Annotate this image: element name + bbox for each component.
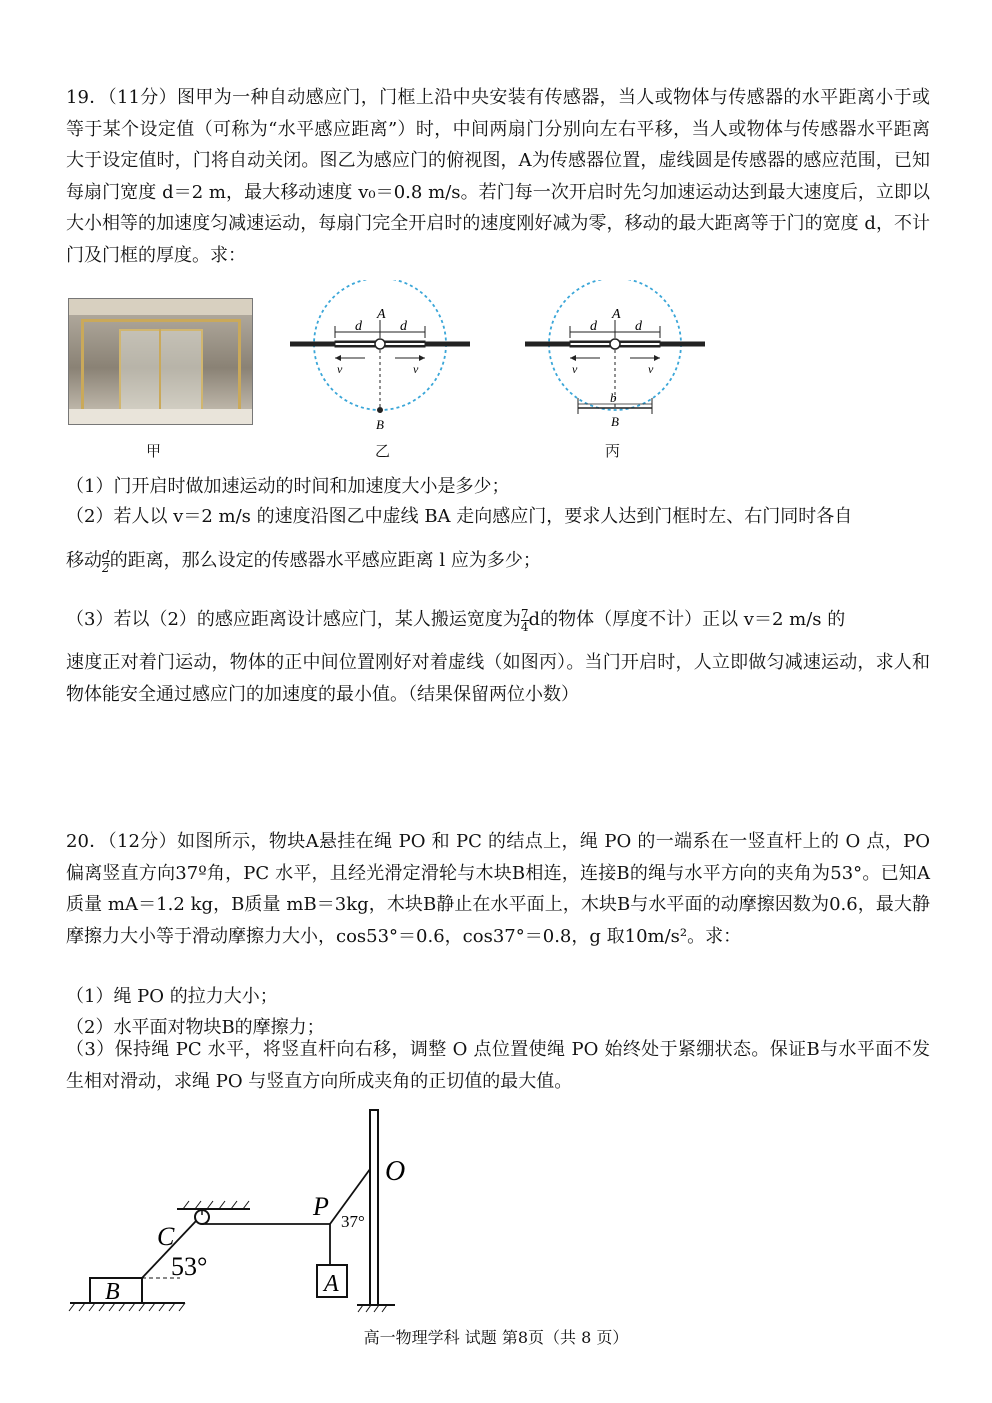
door-topview-yi bbox=[285, 280, 480, 430]
label-O: O bbox=[385, 1156, 406, 1187]
label-B: B bbox=[376, 417, 384, 430]
label-d-right-bing: d bbox=[635, 319, 642, 334]
frac-den-4: 4 bbox=[520, 619, 529, 634]
q19-sub2-pre: 移动 bbox=[66, 550, 102, 571]
label-d-right: d bbox=[400, 319, 407, 334]
fig-caption-bing: 丙 bbox=[605, 442, 621, 460]
q19-sub3-post: d的物体（厚度不计）正以 v＝2 m/s 的 bbox=[528, 609, 846, 630]
q19-sub1: （1）门开启时做加速运动的时间和加速度大小是多少； bbox=[66, 476, 510, 497]
label-A: A bbox=[377, 307, 386, 322]
label-v-left-bing: v bbox=[572, 362, 578, 376]
frac-num-7: 7 bbox=[520, 606, 529, 621]
label-B-bing: B bbox=[611, 414, 619, 429]
vertical-pole bbox=[370, 1110, 378, 1305]
q19-sub3-line2: 速度正对着门运动，物体的正中间位置刚好对着虚线（如图丙）。当门开启时，人立即做匀减速运动，求人和物体能安全通过感应门的加速度的最小值。（结果保留两位小数） bbox=[66, 652, 930, 705]
page-footer: 高一物理学科 试题 第8页（共 8 页） bbox=[363, 1328, 629, 1347]
label-d-left: d bbox=[355, 319, 362, 334]
label-v-left: v bbox=[337, 362, 343, 376]
label-C: C bbox=[157, 1222, 175, 1251]
q19-sub2-line1: （2）若人以 v＝2 m/s 的速度沿图乙中虚线 BA 走向感应门，要求人达到门框时左、右门同时各自 bbox=[66, 506, 853, 527]
label-A-q20: A bbox=[324, 1271, 339, 1297]
label-d-left-bing: d bbox=[590, 319, 597, 334]
q20-sub3: （3）保持绳 PC 水平，将竖直杆向右移，调整 O 点位置使绳 PO 始终处于紧绷状态。保证B与水平面不发生相对滑动，求绳 PO 与竖直方向所成夹角的正切值的最大值。 bbox=[66, 1039, 930, 1092]
q20-sub2: （2）水平面对物块B的摩擦力； bbox=[66, 1017, 325, 1038]
fig-caption-jia: 甲 bbox=[146, 442, 162, 460]
q20-sub1: （1）绳 PO 的拉力大小； bbox=[66, 986, 278, 1007]
fraction-7-over-4 bbox=[521, 608, 529, 633]
q19-sub3-line1 bbox=[66, 605, 845, 633]
frac-den: 2 bbox=[102, 560, 110, 575]
label-B-q20: B bbox=[105, 1279, 120, 1305]
label-v-right-bing: v bbox=[648, 362, 654, 376]
q19-sub3-pre: （3）若以（2）的感应距离设计感应门，某人搬运宽度为 bbox=[66, 609, 521, 630]
frac-num: d bbox=[102, 547, 110, 562]
door-photo bbox=[68, 298, 253, 425]
door-topview-bing bbox=[520, 280, 715, 430]
q19-sub2-post: 的距离，那么设定的传感器水平感应距离 l 应为多少； bbox=[109, 550, 541, 571]
label-37: 37° bbox=[341, 1212, 365, 1231]
fraction-d-over-2 bbox=[102, 549, 110, 574]
q19-sub2-line2 bbox=[66, 546, 541, 574]
q20-intro: 20．（12分）如图所示，物块A悬挂在绳 PO 和 PC 的结点上，绳 PO 的一端系在一竖直杆上的 O 点，PO 偏离竖直方向37º角，PC 水平，且经光滑定滑轮与木块B相连，连接B的绳与水平方向的夹角为53°。已知A质量 mA＝1.2 kg，B质量 mB＝3kg，木块B静止在水平面上，木块B与水平面的动摩擦因数为0.6，最大静摩擦力大小等于滑动摩擦力大小，cos53°＝0.6，cos37°＝0.8，g 取10m/s²。求： bbox=[66, 831, 930, 947]
label-P: P bbox=[313, 1192, 329, 1221]
label-A-bing: A bbox=[612, 307, 621, 322]
label-v-right: v bbox=[413, 362, 419, 376]
label-53: 53° bbox=[171, 1252, 208, 1281]
pulley-diagram bbox=[65, 1105, 415, 1320]
fig-caption-yi: 乙 bbox=[375, 442, 391, 460]
q19-intro: 19．（11分）图甲为一种自动感应门，门框上沿中央安装有传感器，当人或物体与传感器的水平距离小于或等于某个设定值（可称为“水平感应距离”）时，中间两扇门分别向左右平移，当人或物体与传感器水平距离大于设定值时，门将自动关闭。图乙为感应门的俯视图，A为传感器位置，虚线圆是传感器的感应范围，已知每扇门宽度 d＝2 m，最大移动速度 v₀＝0.8 m/s。若门每一次开启时先匀加速运动达到最大速度后，立即以大小相等的加速度匀减速运动，每扇门完全开启时的速度刚好减为零，移动的最大距离等于门的宽度 d，不计门及门框的厚度。求： bbox=[66, 87, 930, 266]
label-b: b bbox=[610, 390, 617, 405]
